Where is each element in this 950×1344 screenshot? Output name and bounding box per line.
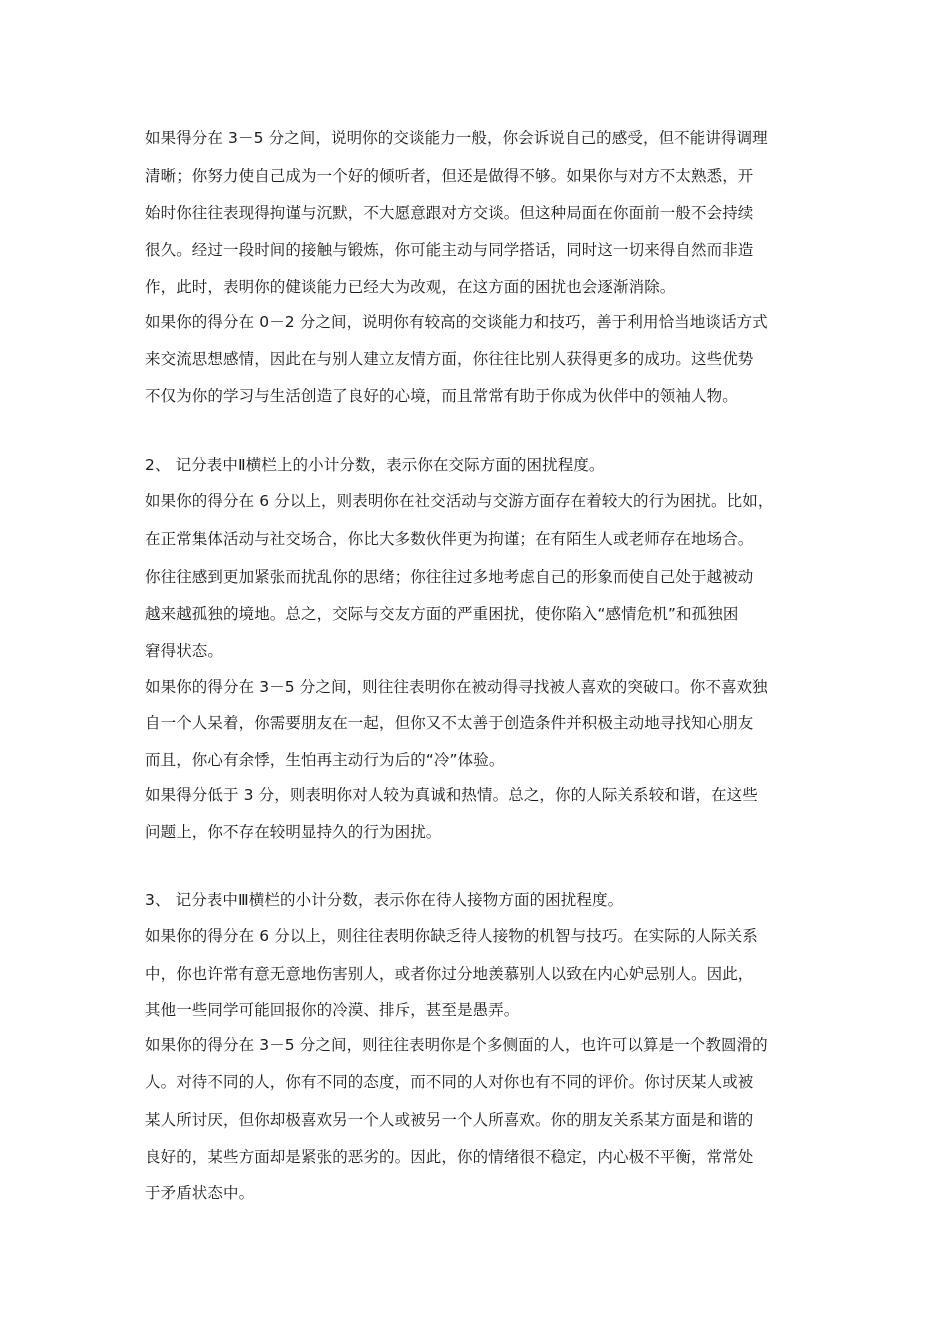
text-line: 越来越孤独的境地。总之，交际与交友方面的严重困扰，使你陷入“感情危机”和孤独困 <box>145 605 739 623</box>
text-line: 来交流思想感情，因此在与别人建立友情方面，你往往比别人获得更多的成功。这些优势 <box>145 350 754 368</box>
text-line: 窘得状态。 <box>145 642 224 660</box>
text-line: 如果你的得分在 6 分以上，则表明你在社交活动与交游方面存在着较大的行为困扰。比如， <box>145 492 774 510</box>
text-line: 中，你也许常有意无意地伤害别人，或者你过分地羡慕别人以致在内心妒忌别人。因此， <box>145 965 754 983</box>
text-line: 而且，你心有余悸，生怕再主动行为后的“冷”体验。 <box>145 751 505 769</box>
text-line: 清晰；你努力使自己成为一个好的倾听者，但还是做得不够。如果你与对方不太熟悉，开 <box>145 167 754 185</box>
text-line: 不仅为你的学习与生活创造了良好的心境，而且常常有助于你成为伙伴中的领袖人物。 <box>145 387 738 405</box>
section-heading: 3、 记分表中Ⅲ横栏的小计分数，表示你在待人接物方面的困扰程度。 <box>145 891 624 909</box>
text-line: 如果你的得分在 6 分以上，则往往表明你缺乏待人接物的机智与技巧。在实际的人际关系 <box>145 927 758 945</box>
text-line: 如果得分低于 3 分，则表明你对人较为真诚和热情。总之，你的人际关系较和谐，在这些 <box>145 786 758 804</box>
text-line: 如果你的得分在 3－5 分之间，则往往表明你是个多侧面的人，也许可以算是一个教圆滑的 <box>145 1036 768 1054</box>
text-line: 作，此时，表明你的健谈能力已经大为改观，在这方面的困扰也会逐渐消除。 <box>145 278 676 296</box>
section-heading: 2、 记分表中Ⅱ横栏上的小计分数，表示你在交际方面的困扰程度。 <box>145 456 605 474</box>
text-line: 其他一些同学可能回报你的冷漠、排斥，甚至是愚弄。 <box>145 1001 520 1019</box>
text-line: 如果你的得分在 0－2 分之间，说明你有较高的交谈能力和技巧，善于利用恰当地谈话方式 <box>145 313 768 331</box>
text-line: 你往往感到更加紧张而扰乱你的思绪；你往往过多地考虑自己的形象而使自己处于越被动 <box>145 568 754 586</box>
text-line: 始时你往往表现得拘谨与沉默，不大愿意跟对方交谈。但这种局面在你面前一般不会持续 <box>145 204 754 222</box>
text-line: 在正常集体活动与社交场合，你比大多数伙伴更为拘谨；在有陌生人或老师存在地场合。 <box>145 530 754 548</box>
text-line: 人。对待不同的人，你有不同的态度，而不同的人对你也有不同的评价。你讨厌某人或被 <box>145 1073 754 1091</box>
text-line: 某人所讨厌，但你却极喜欢另一个人或被另一个人所喜欢。你的朋友关系某方面是和谐的 <box>145 1111 754 1129</box>
text-line: 良好的，某些方面却是紧张的恶劣的。因此，你的情绪很不稳定，内心极不平衡，常常处 <box>145 1148 754 1166</box>
text-line: 于矛盾状态中。 <box>145 1184 255 1202</box>
text-line: 问题上，你不存在较明显持久的行为困扰。 <box>145 823 442 841</box>
text-line: 自一个人呆着，你需要朋友在一起，但你又不太善于创造条件并积极主动地寻找知心朋友 <box>145 714 754 732</box>
text-line: 很久。经过一段时间的接触与锻炼，你可能主动与同学搭话，同时这一切来得自然而非造 <box>145 241 754 259</box>
text-line: 如果得分在 3－5 分之间，说明你的交谈能力一般，你会诉说自己的感受，但不能讲得调理 <box>145 129 768 147</box>
text-line: 如果你的得分在 3－5 分之间，则往往表明你在被动得寻找被人喜欢的突破口。你不喜欢独 <box>145 678 768 696</box>
